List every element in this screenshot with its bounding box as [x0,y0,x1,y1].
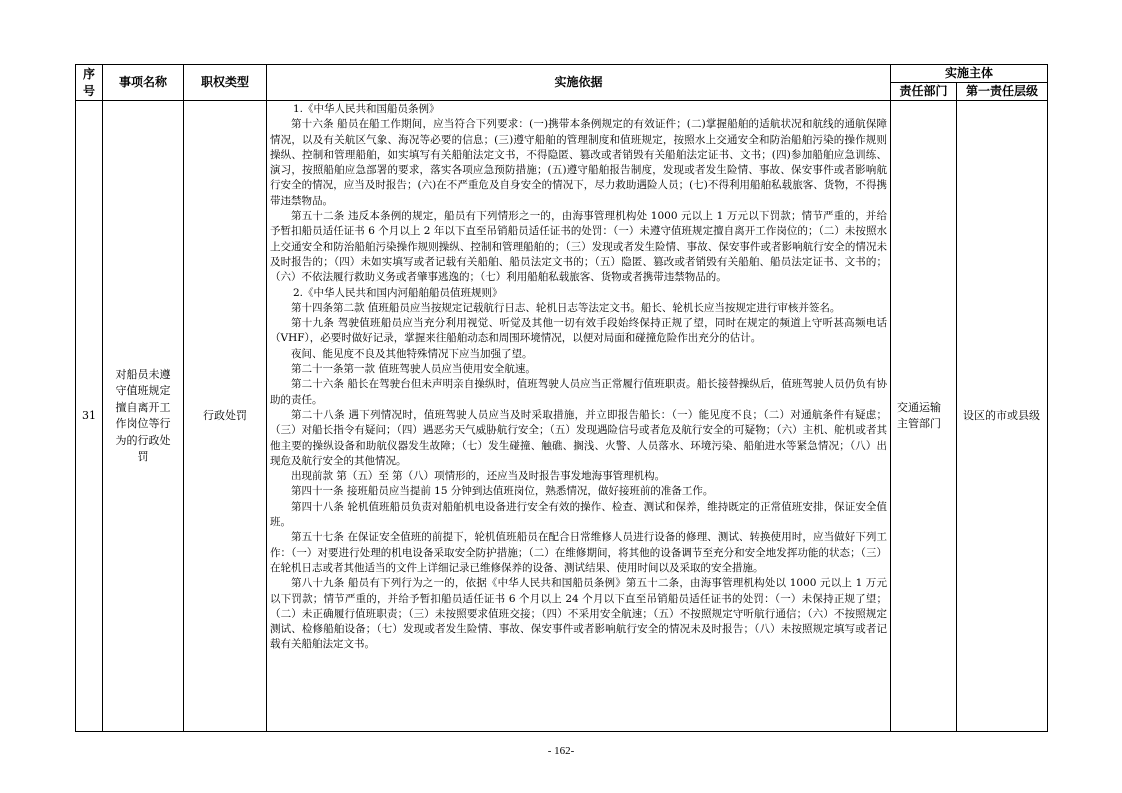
row-basis [267,101,891,732]
page-number: - 162- [547,745,575,757]
basis-paragraph: 第十六条 船员在船工作期间，应当符合下列要求：(一)携带本条例规定的有效证件；(二)掌握船舶的适航状况和航线的通航保障情况，以及有关航区气象、海况等必要的信息；(三)遵守船舶的管理制度和值班规定，按照水上交通安全和防治船舶污染的操作规则操纵、控制和管理船舶，如实填写有关船舶法定文书，不得隐匿、篡改或者销毁有关船舶法定证书、文书；(四)参加船舶应急训练、演习，按照船舶应急部署的要求，落实各项应急预防措施；(五)遵守船舶报告制度，发现或者发生险情、事故、保安事件或者影响航行安全的情况，应当及时报告；(六)在不严重危及自身安全的情况下，尽力救助遇险人员；(七)不得利用船舶私载旅客、货物，不得携带违禁物品。 [270,118,887,207]
header-matter-name: 事项名称 [103,65,184,101]
header-first-level: 第一责任层级 [957,83,1048,101]
header-seq: 序号 [76,65,103,101]
header-basis: 实施依据 [267,65,891,101]
header-responsible-dept: 责任部门 [891,83,957,101]
basis-paragraph: 夜间、能见度不良及其他特殊情况下应当加强了望。 [291,347,533,360]
row-first-level: 设区的市或县级 [957,101,1048,732]
basis-paragraph: 第二十一条第一款 值班驾驶人员应当使用安全航速。 [291,363,536,376]
basis-paragraph: 出现前款 第（五）至 第（八）项情形的，还应当及时报告事发地海事管理机构。 [291,470,666,483]
basis-heading: 2.《中华人民共和国内河船舶船员值班规则》 [293,286,503,299]
matters-table [75,64,1048,732]
table-row [76,101,1048,732]
basis-paragraph: 第五十七条 在保证安全值班的前提下，轮机值班船员在配合日常维修人员进行设备的修理、测试、转换使用时，应当做好下列工作：（一）对要进行处理的机电设备采取安全防护措施；（二）在维修期间，将其他的设备调节至充分和安全地发挥功能的状态；（三）在轮机日志或者其他适当的文件上详细记录已维修保养的设备、测试结果、使用时间以及采取的安全措施。 [270,531,887,574]
basis-paragraph: 第四十八条 轮机值班船员负责对船舶机电设备进行安全有效的操作、检查、测试和保养，维持既定的正常值班安排，保证安全值班。 [270,500,887,529]
basis-paragraph: 第二十八条 遇下列情况时，值班驾驶人员应当及时采取措施，并立即报告船长：（一）能见度不良；（二）对通航条件有疑虑；（三）对船长指令有疑问；（四）遇恶劣天气威胁航行安全；（五）发现遇险信号或者危及航行安全的可疑物；（六）主机、舵机或者其他主要的操纵设备和助航仪器发生故障；（七）发生碰撞、触礁、搁浅、火警、人员落水、环境污染、船舶进水等紧急情况；（八）出现危及航行安全的其他情况。 [270,408,887,467]
basis-paragraph: 第十四条第二款 值班船员应当按规定记载航行日志、轮机日志等法定文书。船长、轮机长应当按规定进行审核并签名。 [291,301,841,314]
row-responsible-dept: 交通运输主管部门 [891,101,957,732]
row-authority-type: 行政处罚 [184,101,267,732]
row-matter-name: 对船员未遵守值班规定擅自离开工作岗位等行为的行政处罚 [103,101,184,732]
basis-paragraph: 第二十六条 船长在驾驶台但未声明亲自操纵时，值班驾驶人员应当正常履行值班职责。船长接替操纵后，值班驾驶人员仍负有协助的责任。 [270,378,887,406]
basis-paragraph: 第四十一条 接班船员应当提前 15 分钟到达值班岗位，熟悉情况，做好接班前的准备工作。 [291,485,714,498]
row-seq: 31 [76,101,103,732]
basis-paragraph: 第十九条 驾驶值班船员应当充分利用视觉、听觉及其他一切有效手段始终保持正规了望，同时在规定的频道上守听甚高频电话（VHF），必要时做好记录，掌握来往船舶动态和周围环境情况，以便对局面和碰撞危险作出充分的估计。 [270,317,887,345]
basis-paragraph: 第八十九条 船员有下列行为之一的，依据《中华人民共和国船员条例》第五十二条，由海事管理机构处以 1000 元以上 1 万元以下罚款；情节严重的，并给予暂扣船员适任证书 6 个月以上 24 个月以下直至吊销船员适任证书的处罚：（一）未保持正规了望；（二）未正确履行值班职责；（三）未按照要求值班交接；（四）不采用安全航速；（五）不按照规定守听航行通信；（六）不按照规定测试、检修船舶设备；（七）发现或者发生险情、事故、保安事件或者影响航行安全的情况未及时报告；（八）未按照规定填写或者记载有关船舶法定文书。 [270,577,887,651]
basis-paragraph: 第五十二条 违反本条例的规定，船员有下列情形之一的，由海事管理机构处 1000 元以上 1 万元以下罚款；情节严重的，并给予暂扣船员适任证书 6 个月以上 2 年以下直至吊销船员适任证书的处罚：（一）未遵守值班规定擅自离开工作岗位的；（二）未按照水上交通安全和防治船舶污染操作规则操纵、控制和管理船舶的；（三）发现或者发生险情、事故、保安事件或者影响航行安全的情况未及时报告的；（四）未如实填写或者记载有关船舶、船员法定文书的；（五）隐匿、篡改或者销毁有关船舶、船员法定证书、文书的；（六）不依法履行救助义务或者肇事逃逸的；（七）利用船舶私载旅客、货物或者携带违禁物品的。 [270,210,887,284]
header-authority-type: 职权类型 [184,65,267,101]
header-subject: 实施主体 [891,65,1048,83]
basis-heading: 1.《中华人民共和国船员条例》 [293,103,440,115]
